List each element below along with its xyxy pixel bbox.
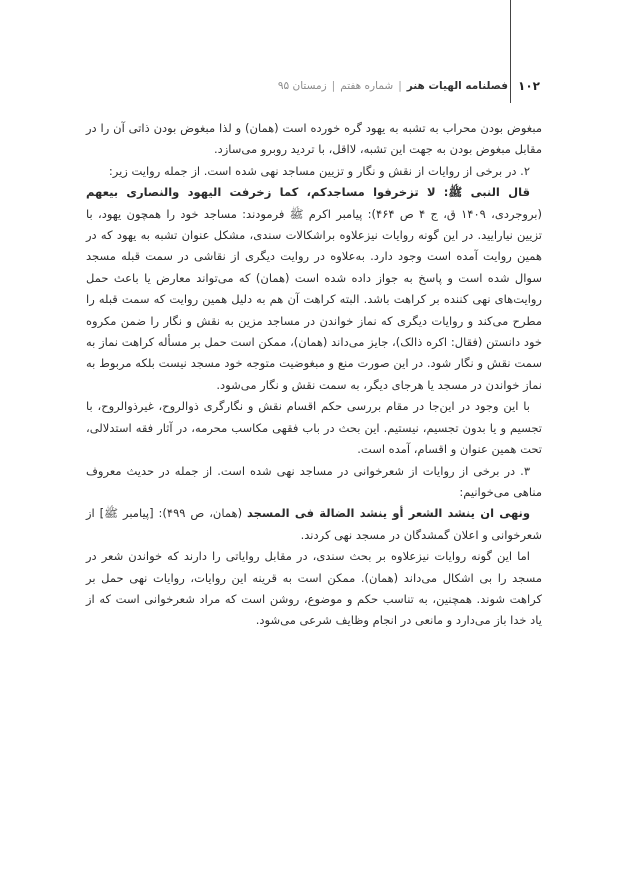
paragraph-5: ۳. در برخی از روایات از شعرخوانی در مساجد نهی شده است. از جمله در حدیث معروف مناهی می‌خوانیم: [86, 463, 542, 499]
body-text [86, 118, 542, 632]
header-separator: | [331, 80, 336, 92]
paragraph-1: مبغوض بودن محراب به تشبه به یهود گره خورده است (همان) و لذا مبغوض بودن ذاتی آن را در مقابل مبغوض بودن به جهت این تشبه، لااقل، با تردید روبرو می‌سازد. [86, 121, 542, 157]
paragraph-6-text: (همان، ص ۴۹۹): [پیامبر ﷺ] از شعرخوانی و اعلان گمشدگان در مسجد نهی کردند. [86, 506, 542, 542]
paragraph-7: اما این گونه روایات نیزعلاوه بر بحث سندی، در مقابل روایاتی را دارند که خواندن شعر در مسجد را بی اشکال می‌داند (همان). ممکن است به قرینه این روایات، روایات نهی حمل بر کراهت شوند. همچنین، به تناسب حکم و موضوع، روشن است که مراد شعرخوانی است که از یاد خدا باز می‌دارد و مانعی در انجام وظایف شرعی می‌شود. [86, 549, 542, 628]
paragraph-4: با این وجود در این‌جا در مقام بررسی حکم اقسام نقش و نگارگری ذوالروح، غیرذوالروح، با تجسیم و یا بدون تجسیم، نیستیم. این بحث در باب فقهی مکاسب محرمه، در آثار فقه استدلالی، تحت همین عنوان و اقسام، آمده است. [86, 399, 542, 457]
paragraph-6 [86, 503, 542, 546]
issue-label: شماره هفتم [340, 80, 394, 92]
page-number: ۱۰۲ [518, 79, 540, 93]
hadith-quote-1: قال النبی ﷺ: لا تزخرفوا مساجدکم، کما زخرفت الیهود والنصاری بیعهم [86, 185, 530, 200]
paragraph-3-text: (بروجردی، ۱۴۰۹ ق، ج ۴ ص ۴۶۴): پیامبر اکرم ﷺ فرمودند: مساجد خود را همچون یهود، با تزیین نیارایید. در این گونه روایات نیزعلاوه براشکالات سندی، مشکل عنوان تشبه به یهود که در همین روایت آمده است وجود دارد. به‌علاوه در روایت دیگری از نقاشی در سمت قبله مسجد سوال شده است و پاسخ به جواز داده شده است (همان) که می‌تواند معارض یا باعث حمل روایت‌های نهی کننده بر کراهت باشد. البته کراهت آن هم به دلیل همین روایت که سمت قبله را مطرح می‌کند و روایات دیگری که نماز خواندن در مساجد مزین به نقش و نگار را ضمن مکروه خود دانستن (فقال: اکره ذالک)، جایز می‌داند (همان)، ممکن است حمل بر مسأله کراهت نماز به سمت نقش و نگار شود. در این صورت منع و مبغوضیت متوجه خود مسجد نیست بلکه مربوط به نماز خواندن در مسجد یا هرجای دیگر، به سمت نقش و نگار می‌شود. [86, 206, 542, 392]
hadith-quote-2: ونهی ان ینشد الشعر أو ینشد الضالة فی المسجد [246, 506, 530, 521]
journal-title: فصلنامه الهیات هنر [406, 80, 509, 92]
paragraph-2: ۲. در برخی از روایات از نقش و نگار و تزیین مساجد نهی شده است. از جمله روایت زیر: [108, 163, 530, 178]
season-label: زمستان ۹۵ [277, 80, 327, 92]
running-header [278, 78, 540, 94]
paragraph-3 [86, 182, 542, 396]
header-separator: | [398, 80, 402, 92]
